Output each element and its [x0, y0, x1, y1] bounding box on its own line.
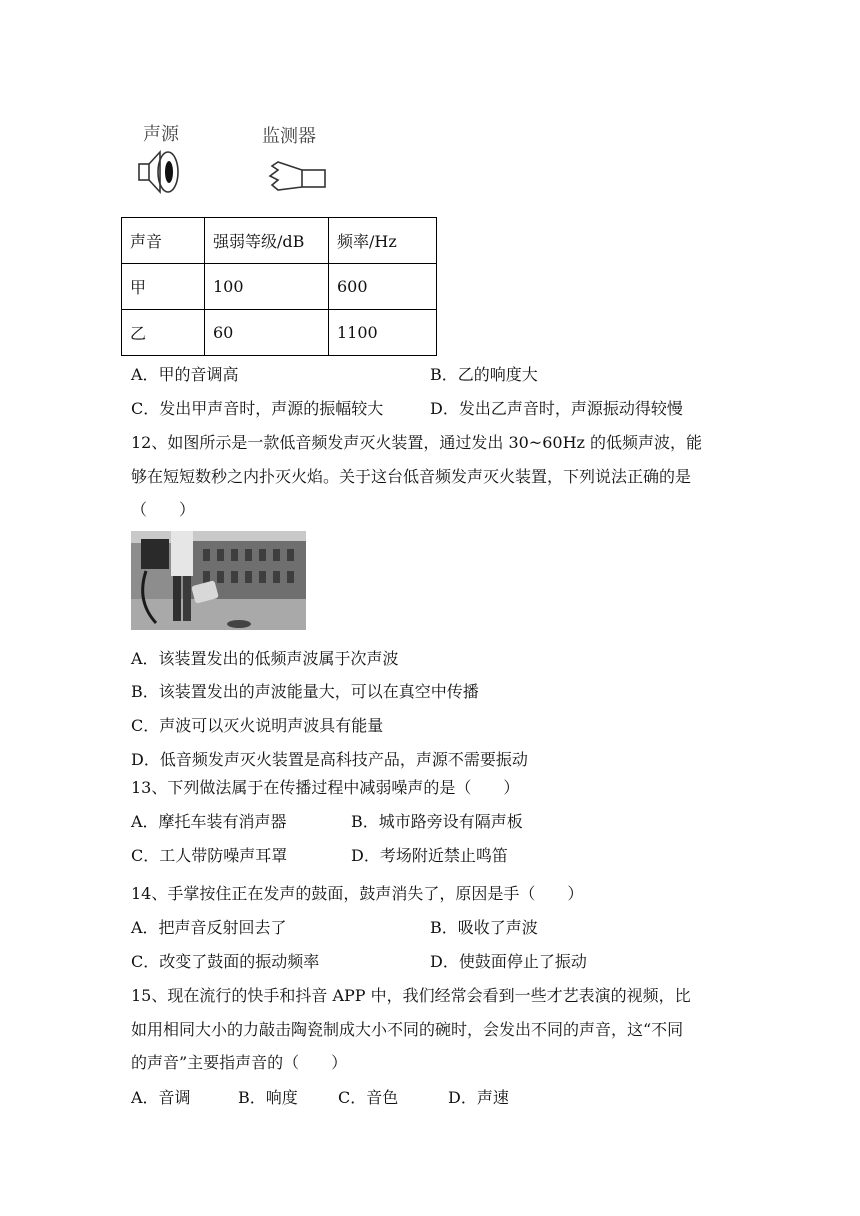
q11-option-b: B．乙的响度大 [430, 365, 538, 384]
q15-option-a: A．音调 [131, 1088, 191, 1107]
sound-data-table [121, 217, 437, 356]
q14-stem: 14、手掌按住正在发声的鼓面，鼓声消失了，原因是手（ ） [131, 884, 584, 903]
q11-option-a: A．甲的音调高 [131, 365, 239, 384]
table-cell: 乙 [122, 310, 205, 356]
q14-option-a: A．把声音反射回去了 [131, 918, 287, 937]
q12-option-b: B．该装置发出的声波能量大，可以在真空中传播 [131, 682, 479, 701]
sound-source-label: 声源 [143, 124, 179, 145]
table-cell: 60 [205, 310, 329, 356]
q12-option-a: A．该装置发出的低频声波属于次声波 [131, 649, 399, 668]
q13-option-c: C．工人带防噪声耳罩 [131, 846, 288, 865]
table-row [122, 264, 437, 310]
q11-option-d: D．发出乙声音时，声源振动得较慢 [430, 399, 683, 418]
table-cell: 100 [205, 264, 329, 310]
q13-option-b: B．城市路旁设有隔声板 [351, 812, 523, 831]
table-header-row [122, 218, 437, 264]
q15-stem-line-1: 15、现在流行的快手和抖音 APP 中，我们经常会看到一些才艺表演的视频，比 [131, 986, 691, 1005]
q15-option-b: B．响度 [238, 1088, 298, 1107]
microphone-icon [262, 158, 328, 194]
q12-stem-line-3: （ ） [131, 500, 196, 519]
q13-option-d: D．考场附近禁止鸣笛 [351, 846, 508, 865]
table-cell: 600 [329, 264, 437, 310]
table-header-cell: 强弱等级/dB [205, 218, 329, 264]
q15-option-d: D．声速 [448, 1088, 509, 1107]
q15-stem-line-2: 如用相同大小的力敲击陶瓷制成大小不同的碗时，会发出不同的声音，这“不同 [131, 1020, 684, 1039]
q12-option-c: C．声波可以灭火说明声波具有能量 [131, 716, 384, 735]
q14-option-c: C．改变了鼓面的振动频率 [131, 952, 320, 971]
table-header-cell: 频率/Hz [329, 218, 437, 264]
q13-stem: 13、下列做法属于在传播过程中减弱噪声的是（ ） [131, 778, 520, 797]
q11-option-c: C．发出甲声音时，声源的振幅较大 [131, 399, 384, 418]
fire-extinguisher-photo [131, 531, 306, 630]
q15-option-c: C．音色 [338, 1088, 399, 1107]
q14-option-d: D．使鼓面停止了振动 [430, 952, 587, 971]
speaker-icon [136, 148, 186, 196]
q13-option-a: A．摩托车装有消声器 [131, 812, 287, 831]
monitor-label: 监测器 [262, 126, 316, 147]
q12-stem-line-2: 够在短短数秒之内扑灭火焰。关于这台低音频发声灭火装置，下列说法正确的是 [131, 467, 692, 486]
table-header-cell: 声音 [122, 218, 205, 264]
q12-stem-line-1: 12、如图所示是一款低音频发声灭火装置，通过发出 30~60Hz 的低频声波，能 [131, 433, 703, 452]
table-cell: 甲 [122, 264, 205, 310]
q14-option-b: B．吸收了声波 [430, 918, 538, 937]
q12-option-d: D．低音频发声灭火装置是高科技产品，声源不需要振动 [131, 750, 528, 769]
q15-stem-line-3: 的声音”主要指声音的（ ） [131, 1053, 348, 1072]
table-cell: 1100 [329, 310, 437, 356]
table-row [122, 310, 437, 356]
